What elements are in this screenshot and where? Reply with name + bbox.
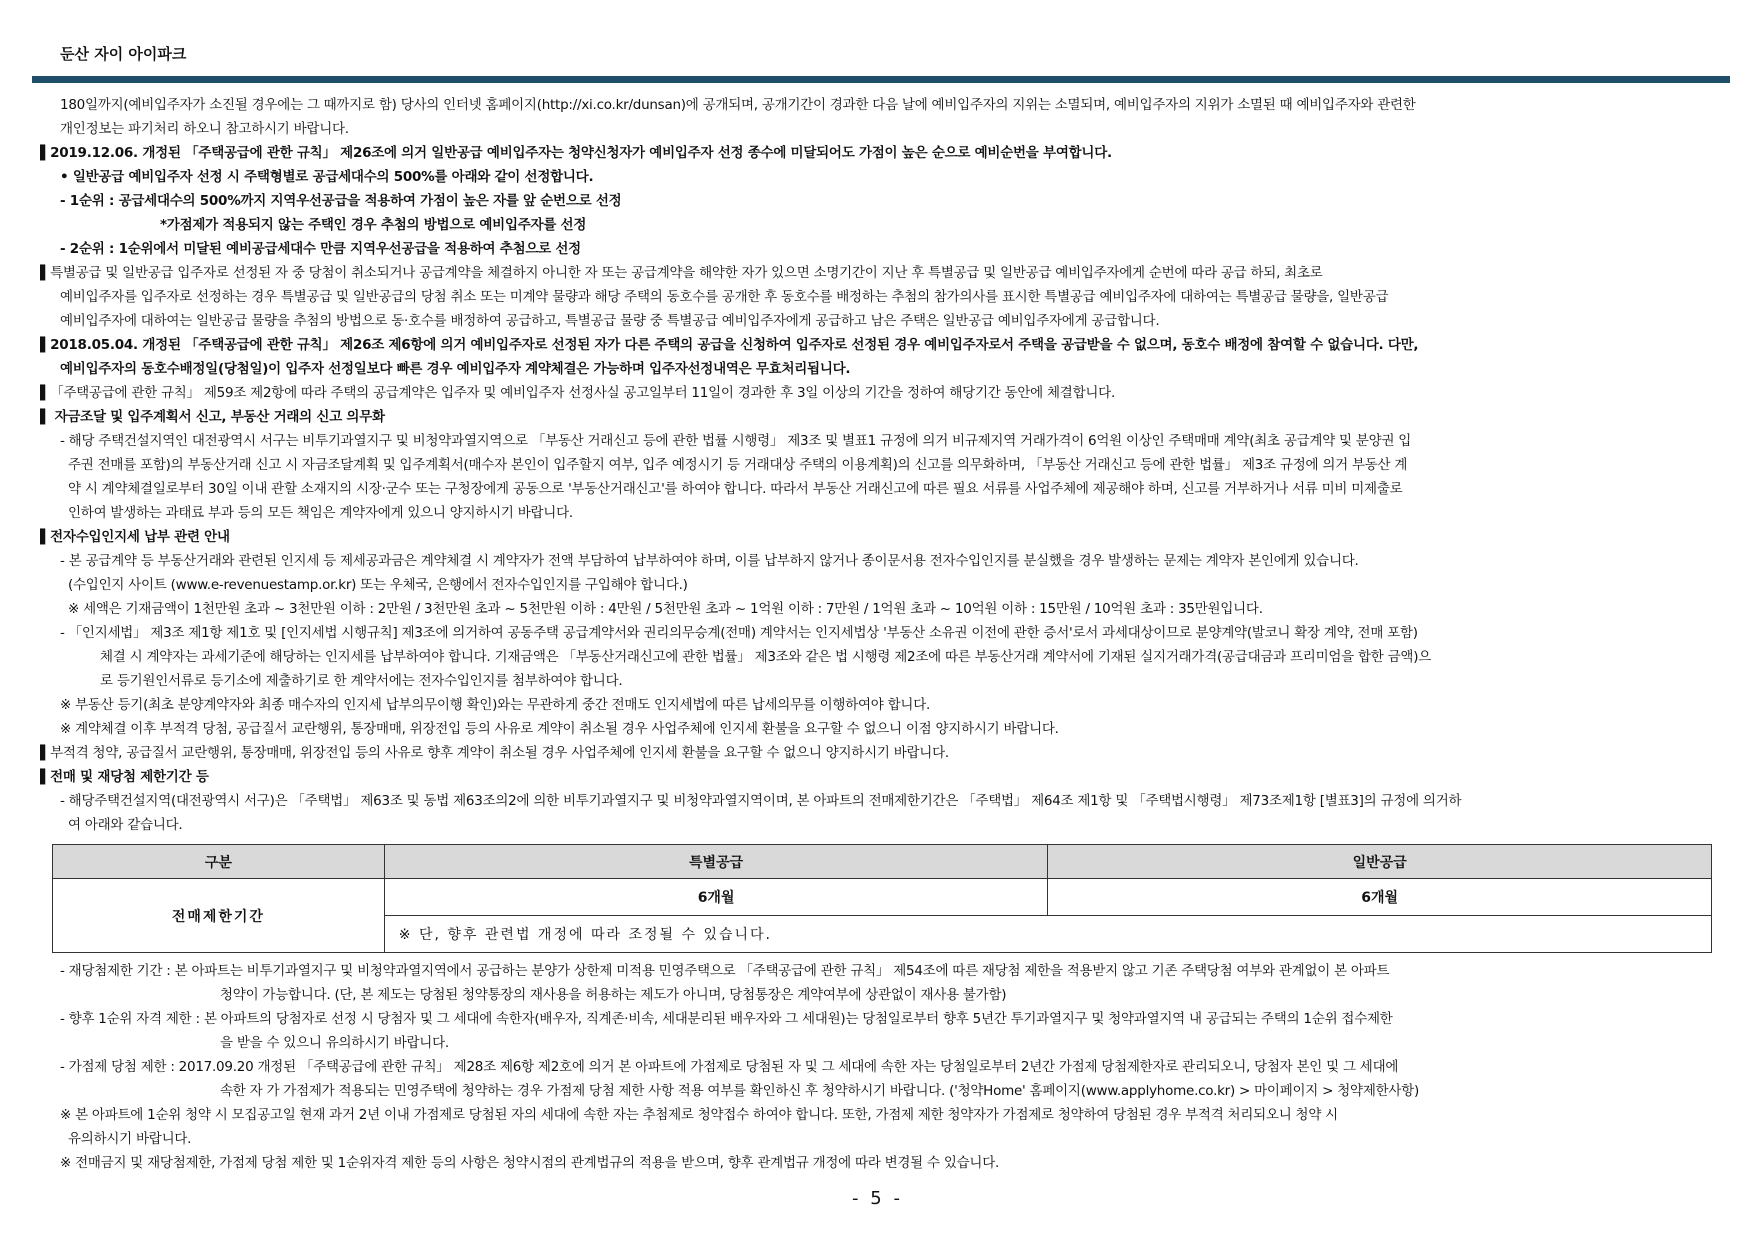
table-row-label: 전매제한기간 [53,879,385,953]
paragraph-line: 인하여 발생하는 과태료 부과 등의 모든 책임은 계약자에게 있으니 양지하시기 바랍니다. [68,505,573,521]
paragraph-line: - 해당주택건설지역(대전광역시 서구)은 「주택법」 제63조 및 동법 제63조의2에 의한 비투기과열지구 및 비청약과열지역이며, 본 아파트의 전매제한기간은 「주택법」 제64조 제1항 및 「주택법시행령」 제73조제1항 [별표3]의 규정에 의거하 [60,793,1462,809]
section-heading: ▌전자수입인지세 납부 관련 안내 [40,529,230,545]
document-body [40,93,1730,1175]
table-cell: 6개월 [384,879,1048,916]
table-note: ※ 단, 향후 관련법 개정에 따라 조정될 수 있습니다. [384,916,1711,953]
paragraph-line: - 재당첨제한 기간 : 본 아파트는 비투기과열지구 및 비청약과열지역에서 공급하는 분양가 상한제 미적용 민영주택으로 「주택공급에 관한 규칙」 제54조에 따른 재당첨 제한을 적용받지 않고 기존 주택당첨 여부와 관계없이 본 아파트 [60,963,1390,979]
section-heading: ▌2018.05.04. 개정된 「주택공급에 관한 규칙」 제26조 제6항에 의거 예비입주자로 선정된 자가 다른 주택의 공급을 신청하여 입주자로 선정된 경우 예비입주자로서 주택을 공급받을 수 없으며, 동호수 배정에 참여할 수 없습니다. 다만, [40,337,1419,353]
paragraph-line: ※ 계약체결 이후 부적격 당첨, 공급질서 교란행위, 통장매매, 위장전입 등의 사유로 계약이 취소될 경우 사업주체에 인지세 환불을 요구할 수 없으니 이점 양지하시기 바랍니다. [60,721,1059,737]
paragraph-line: - 1순위 : 공급세대수의 500%까지 지역우선공급을 적용하여 가점이 높은 자를 앞 순번으로 선정 [60,193,622,209]
paragraph-line: ※ 부동산 등기(최초 분양계약자와 최종 매수자의 인지세 납부의무이행 확인)와는 무관하게 중간 전매도 인지세법에 따른 납세의무를 이행하여야 합니다. [60,697,931,713]
table-row [53,879,1712,916]
paragraph-line: 예비입주자에 대하여는 일반공급 물량을 추첨의 방법으로 동·호수를 배정하여 공급하고, 특별공급 물량 중 특별공급 예비입주자에게 공급하고 남은 주택은 일반공급 예비입주자에게 공급합니다. [60,313,1160,329]
paragraph-line: - 본 공급계약 등 부동산거래와 관련된 인지세 등 제세공과금은 계약체결 시 계약자가 전액 부담하여 납부하여야 하며, 이를 납부하지 않거나 종이문서용 전자수입인지를 분실했을 경우 발생하는 문제는 계약자 본인에게 있습니다. [60,553,1359,569]
header-title: 둔산 자이 아이파크 [60,45,187,63]
paragraph-line: 체결 시 계약자는 과세기준에 해당하는 인지세를 납부하여야 합니다. 기재금액은 「부동산거래신고에 관한 법률」 제3조와 같은 법 시행령 제2조에 따른 부동산거래 계약서에 기재된 실지거래가격(공급대금과 프리미엄을 합한 금액)으 [100,649,1432,665]
section-heading: ▌ 자금조달 및 입주계획서 신고, 부동산 거래의 신고 의무화 [40,409,385,425]
header-bar [32,76,1730,83]
paragraph-line: - 해당 주택건설지역인 대전광역시 서구는 비투기과열지구 및 비청약과열지역으로 「부동산 거래신고 등에 관한 법률 시행령」 제3조 및 별표1 규정에 의거 비규제지역 거래가격이 6억원 이상인 주택매매 계약(최초 공급계약 및 분양권 입 [60,433,1412,449]
section-heading: ▌전매 및 재당첨 제한기간 등 [40,769,209,785]
table-cell: 6개월 [1048,879,1712,916]
paragraph-line: 을 받을 수 있으니 유의하시기 바랍니다. [220,1035,449,1051]
paragraph-line: - 가점제 당첨 제한 : 2017.09.20 개정된 「주택공급에 관한 규칙」 제28조 제6항 제2호에 의거 본 아파트에 가점제로 당첨된 자 및 그 세대에 속한 자는 당첨일로부터 2년간 가점제 당첨제한자로 관리되오니, 당첨자 본인 및 그 세대에 [60,1059,1399,1075]
paragraph-line: 180일까지(예비입주자가 소진될 경우에는 그 때까지로 함) 당사의 인터넷 홈페이지(http://xi.co.kr/dunsan)에 공개되며, 공개기간이 경과한 다음 날에 예비입주자의 지위는 소멸되며, 예비입주자의 지위가 소멸된 때 예비입주자와 관련한 [60,97,1416,113]
resale-table-wrap [52,844,1712,953]
section-heading: ▌2019.12.06. 개정된 「주택공급에 관한 규칙」 제26조에 의거 일반공급 예비입주자는 청약신청자가 예비입주자 선정 종수에 미달되어도 가점이 높은 순으로 예비순번을 부여합니다. [40,145,1112,161]
page-number: - 5 - [852,1188,903,1209]
paragraph-line: 청약이 가능합니다. (단, 본 제도는 당첨된 청약통장의 재사용을 허용하는 제도가 아니며, 당첨통장은 계약여부에 상관없이 재사용 불가함) [220,987,1007,1003]
section-heading: ▌특별공급 및 일반공급 입주자로 선정된 자 중 당첨이 취소되거나 공급계약을 체결하지 아니한 자 또는 공급계약을 해약한 자가 있으면 소명기간이 지난 후 특별공급 및 일반공급 예비입주자에게 순번에 따라 공급 하되, 최초로 [40,265,1323,281]
paragraph-line: • 일반공급 예비입주자 선정 시 주택형별로 공급세대수의 500%를 아래와 같이 선정합니다. [60,169,594,185]
paragraph-line: 속한 자 가 가점제가 적용되는 민영주택에 청약하는 경우 가점제 당첨 제한 사항 적용 여부를 확인하신 후 청약하시기 바랍니다. ('청약Home' 홈페이지(www.applyhome.co.kr) > 마이페이지 > 청약제한사항) [220,1083,1420,1099]
resale-restriction-table [52,844,1712,953]
section-heading: ▌「주택공급에 관한 규칙」 제59조 제2항에 따라 주택의 공급계약은 입주자 및 예비입주자 선정사실 공고일부터 11일이 경과한 후 3일 이상의 기간을 정하여 해당기간 동안에 체결합니다. [40,385,1115,401]
paragraph-line: 주권 전매를 포함)의 부동산거래 신고 시 자금조달계획 및 입주계획서(매수자 본인이 입주할지 여부, 입주 예정시기 등 거래대상 주택의 이용계획)의 신고를 의무화하며, 「부동산 거래신고 등에 관한 법률」 제3조 규정에 의거 부동산 계 [68,457,1408,473]
paragraph-line: 개인정보는 파기처리 하오니 참고하시기 바랍니다. [60,121,349,137]
table-header: 구분 [53,845,385,879]
paragraph-line: (수입인지 사이트 (www.e-revenuestamp.or.kr) 또는 우체국, 은행에서 전자수입인지를 구입해야 합니다.) [68,577,688,593]
paragraph-line: *가점제가 적용되지 않는 주택인 경우 추첨의 방법으로 예비입주자를 선정 [160,217,587,233]
paragraph-line: ※ 본 아파트에 1순위 청약 시 모집공고일 현재 과거 2년 이내 가점제로 당첨된 자의 세대에 속한 자는 추첨제로 청약접수 하여야 합니다. 또한, 가점제 제한 청약자가 가점제로 청약하여 당첨된 경우 부적격 처리되오니 청약 시 [60,1107,1338,1123]
paragraph-line: 로 등기원인서류로 등기소에 제출하기로 한 계약서에는 전자수입인지를 첨부하여야 합니다. [100,673,623,689]
paragraph-line: 예비입주자를 입주자로 선정하는 경우 특별공급 및 일반공급의 당첨 취소 또는 미계약 물량과 해당 주택의 동호수를 공개한 후 동호수를 배정하는 추첨의 참가의사를 표시한 특별공급 예비입주자에 대하여는 특별공급 물량을, 일반공급 [60,289,1389,305]
paragraph-line: - 「인지세법」 제3조 제1항 제1호 및 [인지세법 시행규칙] 제3조에 의거하여 공동주택 공급계약서와 권리의무승계(전매) 계약서는 인지세법상 '부동산 소유권 이전에 관한 증서'로서 과세대상이므로 분양계약(발코니 확장 계약, 전매 포함) [60,625,1418,641]
paragraph-line: - 2순위 : 1순위에서 미달된 예비공급세대수 만큼 지역우선공급을 적용하여 추첨으로 선정 [60,241,581,257]
section-heading: ▌부적격 청약, 공급질서 교란행위, 통장매매, 위장전입 등의 사유로 향후 계약이 취소될 경우 사업주체에 인지세 환불을 요구할 수 없으니 양지하시기 바랍니다. [40,745,949,761]
paragraph-line: ※ 전매금지 및 재당첨제한, 가점제 당첨 제한 및 1순위자격 제한 등의 사항은 청약시점의 관계법규의 적용을 받으며, 향후 관계법규 개정에 따라 변경될 수 있습니다. [60,1155,1000,1171]
paragraph-line: 유의하시기 바랍니다. [68,1131,192,1147]
table-header: 일반공급 [1048,845,1712,879]
paragraph-line: 여 아래와 같습니다. [68,817,183,833]
table-header-row [53,845,1712,879]
table-header: 특별공급 [384,845,1048,879]
paragraph-line: ※ 세액은 기재금액이 1천만원 초과 ~ 3천만원 이하 : 2만원 / 3천만원 초과 ~ 5천만원 이하 : 4만원 / 5천만원 초과 ~ 1억원 이하 : 7만원 / 1억원 초과 ~ 10억원 이하 : 15만원 / 10억원 초과 : 35만원입니다. [68,601,1263,617]
paragraph-line: 예비입주자의 동호수배정일(당첨일)이 입주자 선정일보다 빠른 경우 예비입주자 계약체결은 가능하며 입주자선정내역은 무효처리됩니다. [60,361,851,377]
paragraph-line: - 향후 1순위 자격 제한 : 본 아파트의 당첨자로 선정 시 당첨자 및 그 세대에 속한자(배우자, 직계존·비속, 세대분리된 배우자와 그 세대원)는 당첨일로부터 향후 5년간 투기과열지구 및 청약과열지역 내 공급되는 주택의 1순위 접수제한 [60,1011,1393,1027]
paragraph-line: 약 시 계약체결일로부터 30일 이내 관할 소재지의 시장·군수 또는 구청장에게 공동으로 '부동산거래신고'를 하여야 합니다. 따라서 부동산 거래신고에 따른 필요 서류를 사업주체에 제공해야 하며, 신고를 거부하거나 서류 미비 미제출로 [68,481,1403,497]
